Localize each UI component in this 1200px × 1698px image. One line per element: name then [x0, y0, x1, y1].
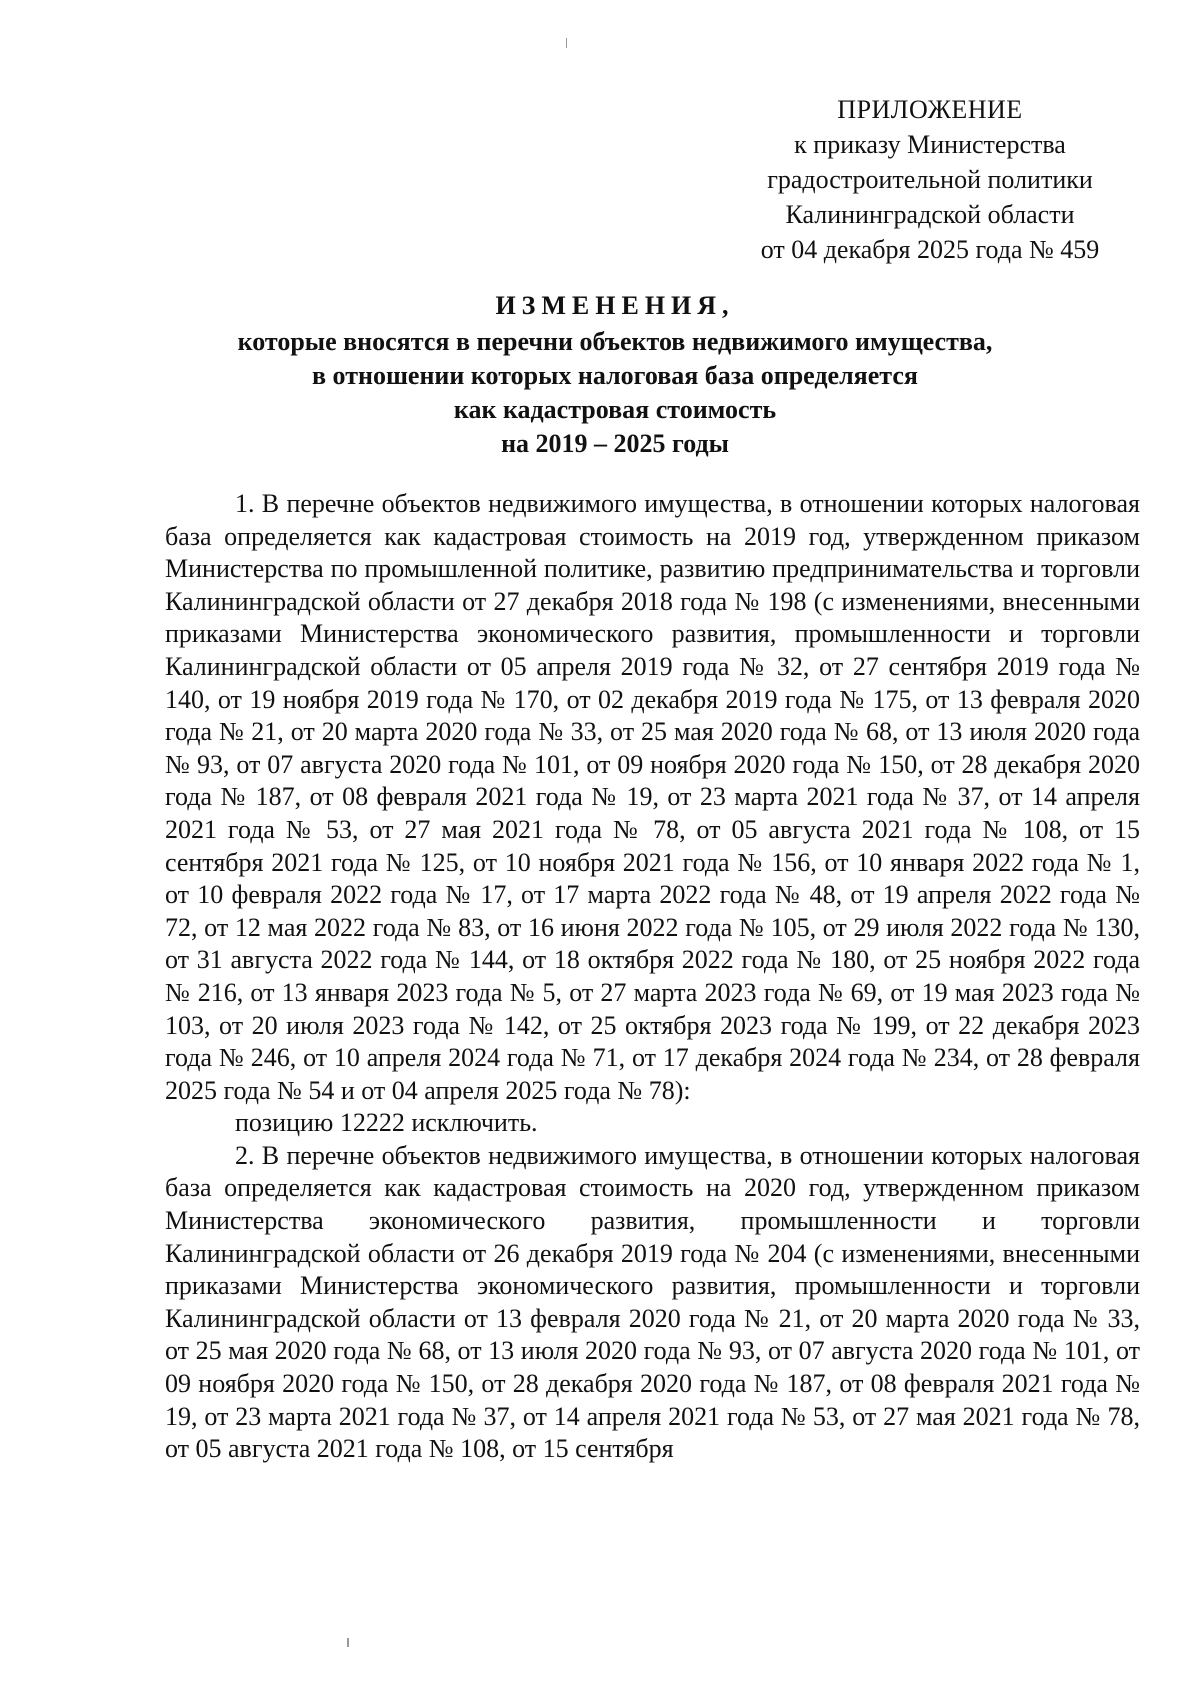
heading-line: которые вносятся в перечни объектов недвижимого имущества, [237, 327, 993, 356]
heading-title: ИЗМЕНЕНИЯ, [495, 291, 735, 320]
heading-line: на 2019 – 2025 годы [501, 429, 729, 458]
scan-mark-bottom [347, 1638, 349, 1647]
item-1-subpoint: позицию 12222 исключить. [235, 1108, 538, 1138]
appendix-title: ПРИЛОЖЕНИЕ [837, 95, 1023, 124]
document-body [165, 488, 1140, 1466]
appendix-line: градостроительной политики [767, 165, 1093, 194]
heading-line: в отношении которых налоговая база определяется [312, 361, 918, 390]
appendix-line: от 04 декабря 2025 года № 459 [760, 235, 1100, 264]
document-heading [165, 289, 1065, 461]
heading-line: как кадастровая стоимость [453, 395, 777, 424]
item-1-text: 1. В перечне объектов недвижимого имущества, в отношении которых налоговая база определяется как кадастровая стоимость на 2019 год, утвержденном приказом Министерства по промышленной политике, развитию предпринимательства и торговли Калининградской области от 27 декабря 2018 года № 198 (с изменениями, внесенными приказами Министерства экономического развития, промышленности и торговли Калининградской области от 05 апреля 2019 года № 32, от 27 сентября 2019 года № 140, от 19 ноября 2019 года № 170, от 02 декабря 2019 года № 175, от 13 февраля 2020 года № 21, от 20 марта 2020 года № 33, от 25 мая 2020 года № 68, от 13 июля 2020 года № 93, от 07 августа 2020 года № 101, от 09 ноября 2020 года № 150, от 28 декабря 2020 года № 187, от 08 февраля 2021 года № 19, от 23 марта 2021 года № 37, от 14 апреля 2021 года № 53, от 27 мая 2021 года № 78, от 05 августа 2021 года № 108, от 15 сентября 2021 года № 125, от 10 ноября 2021 года № 156, от 10 января 2022 года № 1, от 10 февраля 2022 года № 17, от 17 марта 2022 года № 48, от 19 апреля 2022 года № 72, от 12 мая 2022 года № 83, от 16 июня 2022 года № 105, от 29 июля 2022 года № 130, от 31 августа 2022 года № 144, от 18 октября 2022 года № 180, от 25 ноября 2022 года № 216, от 13 января 2023 года № 5, от 27 марта 2023 года № 69, от 19 мая 2023 года № 103, от 20 июля 2023 года № 142, от 25 октября 2023 года № 199, от 22 декабря 2023 года № 246, от 10 апреля 2024 года № 71, от 17 декабря 2024 года № 234, от 28 февраля 2025 года № 54 и от 04 апреля 2025 года № 78): [165, 489, 1140, 1105]
scan-mark-top [566, 38, 567, 48]
appendix-line: к приказу Министерства [794, 130, 1066, 159]
appendix-line: Калининградской области [785, 200, 1075, 229]
appendix-block [700, 92, 1160, 267]
item-2-text: 2. В перечне объектов недвижимого имущества, в отношении которых налоговая база определяется как кадастровая стоимость на 2020 год, утвержденном приказом Министерства экономического развития, промышленности и торговли Калининградской области от 26 декабря 2019 года № 204 (с изменениями, внесенными приказами Министерства экономического развития, промышленности и торговли Калининградской области от 13 февраля 2020 года № 21, от 20 марта 2020 года № 33, от 25 мая 2020 года № 68, от 13 июля 2020 года № 93, от 07 августа 2020 года № 101, от 09 ноября 2020 года № 150, от 28 декабря 2020 года № 187, от 08 февраля 2021 года № 19, от 23 марта 2021 года № 37, от 14 апреля 2021 года № 53, от 27 мая 2021 года № 78, от 05 августа 2021 года № 108, от 15 сентября [165, 1140, 1140, 1464]
